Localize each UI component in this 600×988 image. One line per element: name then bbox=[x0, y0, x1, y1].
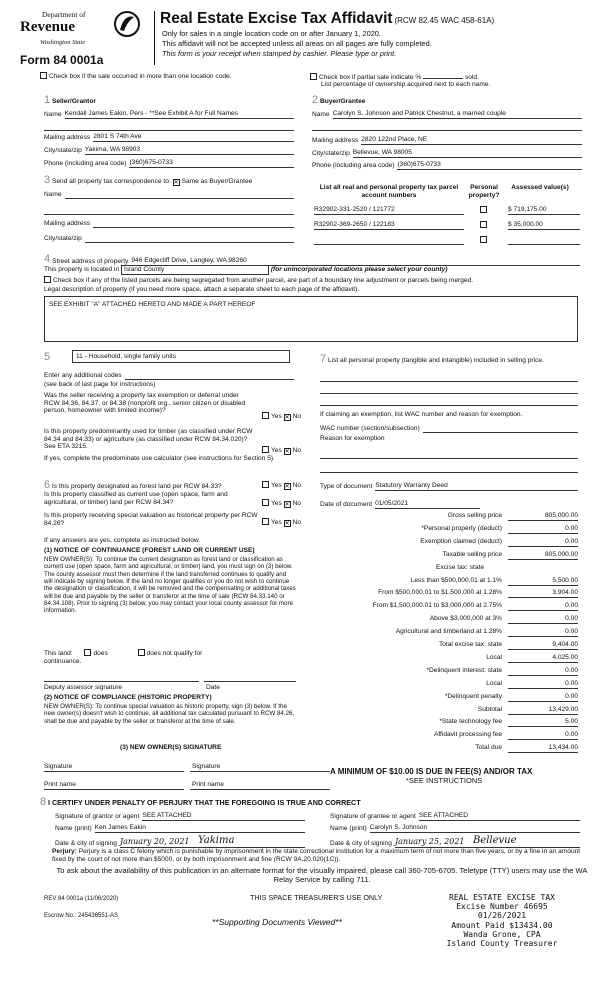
print-name-line-2[interactable] bbox=[190, 789, 330, 790]
tax-row-value[interactable]: 13,434.00 bbox=[508, 744, 578, 753]
tax-row bbox=[320, 718, 578, 727]
seller-heading bbox=[44, 94, 96, 107]
doc-type[interactable]: Statutory Warranty Deed bbox=[375, 482, 578, 491]
tax-row-label: Excise tax: state bbox=[435, 563, 484, 571]
does-not-label: does not qualify for bbox=[146, 650, 203, 657]
tax-row-value[interactable]: 5,500.00 bbox=[508, 577, 578, 586]
tax-row-label: Gross selling price bbox=[447, 512, 502, 519]
buyer-mailing-label: Mailing address bbox=[312, 137, 359, 144]
tax-row-value[interactable]: 9,404.00 bbox=[508, 641, 578, 650]
stamp-line: REAL ESTATE EXCISE TAX bbox=[449, 893, 555, 902]
tax-row bbox=[320, 706, 578, 715]
buyer-name-line2[interactable] bbox=[312, 130, 582, 131]
exemption-no-checkbox[interactable] bbox=[284, 414, 291, 421]
personal-property-checkbox-cell bbox=[464, 221, 504, 230]
tax-row-value[interactable]: 0.00 bbox=[508, 602, 578, 611]
buyer-phone-label: Phone (including area code) bbox=[312, 162, 395, 169]
print-name-label: Print name bbox=[192, 781, 224, 788]
street-row bbox=[44, 253, 580, 266]
does-label: does bbox=[93, 650, 108, 657]
dept-line2: Revenue bbox=[20, 19, 75, 35]
tax-row-value[interactable]: 4,025.00 bbox=[508, 654, 578, 663]
assessed-value[interactable]: $ 719,175.00 bbox=[508, 206, 580, 215]
wac-field[interactable] bbox=[423, 425, 578, 433]
parcel-col1-header: List all real and personal property tax parcel account numbers bbox=[319, 184, 459, 199]
form-number: Form 84 0001a bbox=[20, 53, 104, 67]
does-not-checkbox[interactable] bbox=[138, 649, 145, 656]
grantor-date-label: Date & city of signing bbox=[55, 839, 117, 847]
tax-row bbox=[320, 731, 578, 740]
section3-send bbox=[44, 174, 252, 187]
tax-row-value[interactable]: 805,000.00 bbox=[508, 512, 578, 521]
section3-num: 3 bbox=[44, 174, 51, 186]
buyer-city-row bbox=[312, 149, 582, 158]
does-checkbox[interactable] bbox=[84, 649, 91, 656]
grantee-date-row bbox=[330, 835, 580, 848]
section3-send-label: Send all property tax correspondence to: bbox=[51, 178, 171, 185]
section7-text bbox=[320, 353, 570, 366]
tax-row-value[interactable]: 13,429.00 bbox=[508, 706, 578, 715]
addl-codes-sub: (see back of last page for instructions) bbox=[44, 381, 156, 388]
section3-name-label: Name bbox=[44, 191, 62, 199]
reason-line-1[interactable] bbox=[320, 458, 578, 459]
tax-row bbox=[320, 615, 578, 624]
no-label: No bbox=[292, 500, 302, 507]
tax-row-value[interactable]: 3,904.00 bbox=[508, 589, 578, 598]
if-yes-note: If yes, complete the predominate use calculator (see instructions for Section 5). bbox=[44, 455, 275, 462]
grantee-signature[interactable]: SEE ATTACHED bbox=[419, 812, 580, 821]
addl-codes-label: Enter any additional codes bbox=[44, 372, 122, 380]
dor-logo bbox=[20, 10, 140, 52]
grantee-name-label: Name (print) bbox=[330, 825, 367, 832]
buyer-name-label: Name bbox=[312, 111, 330, 118]
section3-mailing[interactable] bbox=[93, 220, 294, 228]
tax-row-label: From $500,000.01 to $1,500,000 at 1.28% bbox=[378, 589, 502, 597]
doc-type-row bbox=[320, 482, 578, 491]
buyer-name[interactable]: Carolyn S. Johnson and Patrick Chestnut, a married couple bbox=[333, 110, 582, 119]
personal-property-checkbox[interactable] bbox=[480, 236, 487, 243]
same-as-buyer-checkbox[interactable] bbox=[173, 179, 180, 186]
forest-question bbox=[44, 479, 262, 492]
legal-description[interactable] bbox=[44, 296, 578, 342]
addl-codes-field[interactable] bbox=[125, 372, 294, 380]
rcw-ref: (RCW 82.45 WAC 458-61A) bbox=[394, 16, 495, 25]
grantee-name-row bbox=[330, 824, 580, 833]
seller-city[interactable]: Yakima, WA 98903 bbox=[85, 146, 294, 155]
buyer-section-num: 2 bbox=[312, 94, 319, 106]
buyer-mailing-row bbox=[312, 136, 582, 145]
buyer-phone-row bbox=[312, 161, 582, 170]
seller-mailing-row bbox=[44, 133, 294, 142]
seller-mailing-label: Mailing address bbox=[44, 134, 91, 141]
buyer-heading bbox=[312, 94, 365, 107]
section3-city[interactable] bbox=[85, 235, 294, 243]
use-code-select[interactable] bbox=[72, 350, 290, 363]
no-label: No bbox=[292, 482, 302, 489]
escrow-number: Escrow No.: 245436551-AS bbox=[44, 913, 119, 919]
historic-question: Is this property receiving special valuation as historical property per RCW 84.26? bbox=[44, 512, 258, 527]
parcel-col3-header: Assessed value(s) bbox=[511, 184, 569, 191]
partial-pct-field[interactable] bbox=[423, 72, 463, 79]
historic-yes-no bbox=[262, 518, 301, 527]
personal-property-checkbox-cell bbox=[464, 206, 504, 215]
exemption-yes-checkbox[interactable] bbox=[262, 412, 269, 419]
no-label: No bbox=[292, 519, 302, 526]
buyer-heading-label: Buyer/Grantee bbox=[319, 98, 366, 105]
tax-row bbox=[320, 551, 578, 560]
yes-label: Yes bbox=[271, 482, 282, 489]
minimum-note: A MINIMUM OF $10.00 IS DUE IN FEE(S) AND/OR TAX bbox=[330, 767, 533, 776]
dept-line3: Washington State bbox=[40, 39, 86, 46]
addl-codes-row bbox=[44, 372, 294, 380]
seller-phone[interactable]: (360)675-0733 bbox=[129, 159, 294, 168]
tax-row-label: Exemption claimed (deduct) bbox=[420, 537, 502, 545]
seller-city-label: City/state/zip bbox=[44, 147, 82, 154]
notice2-text: NEW OWNER(S): To continue special valuation as historic property, sign (3) below. If the new owner(s) doesn't wish to continue, all additional tax calculated pursuant to RCW 84.26, shall be due and payable by the seller or transferor at the time of sale. bbox=[44, 703, 295, 725]
grantor-date[interactable]: January 20, 2021 bbox=[120, 837, 198, 847]
forest-no-checkbox[interactable] bbox=[284, 483, 291, 490]
tax-row-label: *State technology fee bbox=[439, 718, 502, 726]
buyer-city-label: City/state/zip bbox=[312, 150, 350, 157]
deputy-signature-label: Deputy assessor signature bbox=[44, 684, 123, 691]
section3-city-label: City/state/zip bbox=[44, 235, 82, 243]
partial-sale-label: Check box if partial sale indicate % bbox=[319, 74, 422, 81]
buyer-mailing[interactable]: 2820 122nd Place, NE bbox=[361, 136, 582, 145]
stamp-line: Amount Paid $13434.00 bbox=[451, 920, 553, 930]
no-label: No bbox=[292, 447, 302, 454]
tax-row-label: Subtotal bbox=[477, 705, 502, 713]
segregated-check bbox=[44, 276, 584, 285]
tax-row-value[interactable]: 0.00 bbox=[508, 693, 578, 702]
header-note2: This affidavit will not be accepted unless all areas on all pages are fully completed. bbox=[162, 39, 432, 48]
seller-name-row bbox=[44, 110, 294, 119]
perjury-label: Perjury: bbox=[52, 848, 77, 855]
seller-phone-label: Phone (including area code) bbox=[44, 160, 127, 167]
current-use-no-checkbox[interactable] bbox=[284, 501, 291, 508]
tax-row bbox=[320, 602, 578, 611]
notice1-text: NEW OWNER(S): To continue the current designation as forest land or classification as current use (open space, farm and agricultural, or timber) land, you must sign on (3) below. The county assessor must then determine if the land transferred continues to qualify and will indicate by signing below. If the land no longer qualifies or you do not wish to continue the designation or classification, it will be removed and the compensating or additional taxes will be due and payable by the seller or transferor at the time of sale (RCW 84.33.140 or 84.34.108). Prior to signing (3) below, you may contact your local county assessor for more information. bbox=[44, 556, 296, 615]
perjury-text: Perjury is a class C felony which is punishable by imprisonment in the state correctional institution for a maximum term of not more than five years, or by a fine in an amount fixed by the court of not more than $5000, or by both imprisonment and fine (RCW 9A.20.020(1C)). bbox=[52, 848, 581, 863]
deputy-signature-line[interactable] bbox=[44, 681, 199, 682]
yes-label: Yes bbox=[271, 447, 282, 454]
section3-name-line2[interactable] bbox=[44, 214, 294, 215]
tax-row-label: Taxable selling price bbox=[442, 550, 502, 558]
wac-row bbox=[320, 425, 578, 433]
buyer-city[interactable]: Bellevue, WA 98005 bbox=[353, 149, 582, 158]
new-owner-signature-title: (3) NEW OWNER(S) SIGNATURE bbox=[120, 744, 222, 751]
timber-yes-no bbox=[262, 446, 301, 455]
use-code-value: 11 - Household, single family units bbox=[76, 353, 176, 360]
section7-label: List all personal property (tangible and intangible) included in selling price. bbox=[327, 357, 544, 364]
seller-phone-row bbox=[44, 159, 294, 168]
rev-number: REV 84 0001a (11/06/2020) bbox=[44, 896, 119, 902]
tax-row bbox=[320, 589, 578, 598]
located-label: This property is located in bbox=[44, 266, 120, 273]
see-instructions: *SEE INSTRUCTIONS bbox=[406, 776, 483, 785]
stamp-line: Wanda Grone, CPA bbox=[463, 929, 541, 939]
assessed-value[interactable] bbox=[508, 236, 580, 245]
deputy-date-line[interactable] bbox=[204, 681, 296, 682]
tax-row-value[interactable]: 0.00 bbox=[508, 525, 578, 534]
personal-property-checkbox[interactable] bbox=[480, 221, 487, 228]
section3-name-row bbox=[44, 191, 294, 199]
tax-row-label: Total excise tax: state bbox=[438, 641, 502, 648]
header-note3: This form is your receipt when stamped by cashier. Please type or print. bbox=[162, 49, 397, 58]
grantor-name-label: Name (print) bbox=[55, 825, 92, 832]
partial-sale-checkbox[interactable] bbox=[310, 73, 317, 80]
grantor-signature[interactable]: SEE ATTACHED bbox=[142, 812, 305, 821]
owner-signature-line-1[interactable] bbox=[44, 771, 184, 772]
reason-label: Reason for exemption bbox=[320, 435, 385, 442]
stamp-line: 01/26/2021 bbox=[477, 911, 527, 921]
multi-location-check bbox=[40, 72, 232, 81]
tax-row bbox=[320, 577, 578, 586]
grantee-date[interactable]: January 25, 2021 bbox=[395, 837, 473, 847]
seller-mailing[interactable]: 2801 S 74th Ave bbox=[93, 133, 294, 142]
section6-num: 6 bbox=[44, 479, 51, 491]
notice1-title: (1) NOTICE OF CONTINUANCE (FOREST LAND OR CURRENT USE) bbox=[44, 547, 255, 554]
located-row bbox=[44, 265, 447, 275]
multi-location-checkbox[interactable] bbox=[40, 72, 47, 79]
forest-yes-checkbox[interactable] bbox=[262, 481, 269, 488]
tax-row-label: Agricultural and timberland at 1.28% bbox=[395, 628, 502, 636]
seller-name-label: Name bbox=[44, 111, 62, 118]
exemption-question: Was the seller receiving a property tax exemption or deferral under RCW 84.36, 84.37, or 84.38 (nonprofit org., senior citizen or disabled person, homeowner with limited income)? bbox=[44, 392, 246, 415]
header-divider bbox=[154, 11, 155, 65]
certify-text: I CERTIFY UNDER PENALTY OF PERJURY THAT THE FOREGOING IS TRUE AND CORRECT bbox=[47, 798, 361, 807]
tax-row bbox=[320, 744, 578, 753]
tax-row bbox=[320, 654, 578, 663]
personal-property-line-2[interactable] bbox=[320, 393, 578, 394]
personal-property-line-1[interactable] bbox=[320, 381, 578, 382]
availability-note: To ask about the availability of this publication in an alternate format for the visually impaired, please call 360-705-6705. Teletype (TTY) users may use the WA Relay Service by calling 711. bbox=[56, 866, 588, 884]
parcel-number[interactable]: R32902-331-2520 / 121772 bbox=[314, 206, 464, 215]
doc-date-row bbox=[320, 500, 480, 509]
section7-num: 7 bbox=[320, 353, 327, 365]
multi-location-label: Check box if the sale occurred in more than one location code. bbox=[49, 73, 232, 80]
owner-signature-line-2[interactable] bbox=[190, 771, 330, 772]
tax-row-value[interactable]: 0.00 bbox=[508, 628, 578, 637]
grantor-name[interactable]: Ken James Eakin bbox=[95, 824, 305, 833]
tax-row-label: Affidavit processing fee bbox=[433, 731, 502, 739]
exemption-yes-no bbox=[262, 412, 301, 421]
signature-label: Signature bbox=[192, 763, 221, 770]
sold-label: sold. bbox=[464, 74, 479, 81]
tax-row bbox=[320, 564, 578, 573]
personal-property-line-3[interactable] bbox=[320, 405, 578, 406]
seller-name-line2[interactable] bbox=[44, 130, 294, 131]
tax-row bbox=[320, 680, 578, 689]
parcel-row bbox=[314, 221, 580, 230]
reason-line-2[interactable] bbox=[320, 472, 578, 473]
doc-date-label: Date of document bbox=[320, 501, 373, 508]
section3-mailing-label: Mailing address bbox=[44, 220, 91, 228]
this-land-row bbox=[44, 649, 202, 658]
tax-row-value[interactable]: 0.00 bbox=[508, 731, 578, 740]
tax-row bbox=[320, 538, 578, 547]
doc-date[interactable]: 01/05/2021 bbox=[375, 500, 480, 509]
forest-yes-no bbox=[262, 481, 301, 490]
grantee-date-label: Date & city of signing bbox=[330, 839, 392, 847]
forest-question-text: Is this property designated as forest land per RCW 84.33? bbox=[51, 483, 222, 490]
section5-num: 5 bbox=[44, 351, 51, 363]
revenue-emblem-icon bbox=[114, 10, 140, 38]
perjury-note bbox=[52, 848, 586, 863]
no-label: No bbox=[292, 413, 302, 420]
page-title-row bbox=[160, 10, 494, 28]
personal-property-checkbox[interactable] bbox=[480, 206, 487, 213]
continuance-label: continuance. bbox=[44, 658, 82, 665]
section3-mailing-row bbox=[44, 220, 294, 228]
tax-row bbox=[320, 641, 578, 650]
segregated-checkbox[interactable] bbox=[44, 276, 51, 283]
tax-row bbox=[320, 628, 578, 637]
tax-row bbox=[320, 667, 578, 676]
section3-city-row bbox=[44, 235, 294, 243]
segregated-label: Check box if any of the listed parcels are being segregated from another parcel, are part of a boundary line adjustment or parcels being merged. bbox=[53, 277, 474, 284]
parcel-number[interactable] bbox=[314, 236, 464, 245]
assessed-value[interactable]: $ 35,000.00 bbox=[508, 221, 580, 230]
supporting-documents: **Supporting Documents Viewed** bbox=[212, 917, 342, 927]
seller-section-num: 1 bbox=[44, 94, 51, 106]
dept-line1: Department of bbox=[42, 10, 86, 19]
buyer-phone[interactable]: (360)675-0733 bbox=[397, 161, 582, 170]
treasurer-note: THIS SPACE TREASURER'S USE ONLY bbox=[250, 893, 383, 902]
tax-row-value[interactable]: 0.00 bbox=[508, 615, 578, 624]
page-title: Real Estate Excise Tax Affidavit bbox=[160, 10, 393, 27]
street-address[interactable]: 946 Edgecliff Drive, Langley, WA 98260 bbox=[131, 257, 580, 266]
parcel-row bbox=[314, 206, 580, 215]
same-as-buyer-label: Same as Buyer/Grantee bbox=[181, 178, 253, 185]
historic-no-checkbox[interactable] bbox=[284, 520, 291, 527]
tax-row bbox=[320, 693, 578, 702]
print-name-line-1[interactable] bbox=[44, 789, 184, 790]
tax-row bbox=[320, 512, 578, 521]
parcel-col2-header: Personal property? bbox=[468, 184, 500, 199]
yes-label: Yes bbox=[271, 519, 282, 526]
unincorporated-note: (for unincorporated locations please select your county) bbox=[270, 266, 448, 273]
print-name-label: Print name bbox=[44, 781, 76, 788]
grantee-sig-label: Signature of grantee or agent bbox=[330, 813, 416, 820]
tax-row-label: Local bbox=[486, 679, 502, 687]
section3-name[interactable] bbox=[65, 191, 294, 199]
personal-property-checkbox-cell bbox=[464, 236, 504, 245]
timber-yes-checkbox[interactable] bbox=[262, 446, 269, 453]
grantor-sig-row bbox=[55, 812, 305, 821]
timber-question: Is this property predominantly used for timber (as classified under RCW 84.34 and 84.33) or agriculture (as classified under RCW 84.34.020)? See ETA 3215. bbox=[44, 428, 253, 451]
grantor-date-row bbox=[55, 835, 305, 848]
legal-description-text: SEE EXHIBIT "A" ATTACHED HERETO AND MADE A PART HEREOF bbox=[49, 301, 256, 308]
tax-row-value[interactable]: 5.00 bbox=[508, 718, 578, 727]
grantee-city[interactable]: Bellevue bbox=[473, 835, 580, 848]
parcel-number[interactable]: R32902-369-2650 / 122183 bbox=[314, 221, 464, 230]
section8-num: 8 bbox=[40, 796, 47, 808]
notice2-title: (2) NOTICE OF COMPLIANCE (HISTORIC PROPERTY) bbox=[44, 694, 212, 701]
seller-name[interactable]: Kendall James Eakin, Pers - **See Exhibit A for Full Names bbox=[65, 110, 294, 119]
current-use-yes-checkbox[interactable] bbox=[262, 499, 269, 506]
grantor-city[interactable]: Yakima bbox=[198, 835, 305, 848]
treasurer-stamp bbox=[432, 893, 572, 948]
signature-label: Signature bbox=[44, 763, 73, 770]
tax-row-label: *Personal property (deduct) bbox=[421, 524, 502, 532]
yes-label: Yes bbox=[271, 500, 282, 507]
tax-row-label: Above $3,000,000 at 3% bbox=[429, 615, 502, 623]
list-pct-note: List percentage of ownership acquired next to each name. bbox=[321, 81, 491, 88]
county-select[interactable]: Island County bbox=[121, 265, 269, 275]
exemption-label: If claiming an exemption, list WAC number and reason for exemption. bbox=[320, 411, 523, 418]
tax-row-label: Local bbox=[486, 653, 502, 661]
tax-row-value[interactable] bbox=[490, 564, 578, 573]
grantee-sig-row bbox=[330, 812, 580, 821]
wac-label: WAC number (section/subsection) bbox=[320, 425, 420, 433]
section8-certify bbox=[40, 796, 361, 809]
street-label: Street address of property bbox=[52, 258, 129, 266]
tax-row-value[interactable]: 0.00 bbox=[508, 538, 578, 547]
yes-label: Yes bbox=[271, 413, 282, 420]
tax-row-label: Total due bbox=[475, 744, 502, 752]
stamp-line: Island County Treasurer bbox=[446, 938, 558, 948]
tax-row-value[interactable]: 0.00 bbox=[508, 667, 578, 676]
header-note1: Only for sales in a single location code on or after January 1, 2020. bbox=[162, 29, 381, 38]
tax-row bbox=[320, 525, 578, 534]
doc-type-label: Type of document bbox=[320, 483, 373, 490]
seller-heading-label: Seller/Grantor bbox=[51, 98, 96, 105]
tax-row-value[interactable]: 0.00 bbox=[508, 680, 578, 689]
tax-row-value[interactable]: 805,000.00 bbox=[508, 551, 578, 560]
parcel-row bbox=[314, 236, 580, 245]
section4-num: 4 bbox=[44, 253, 51, 265]
tax-row-label: From $1,500,000.01 to $3,000,000 at 2.75% bbox=[372, 602, 502, 610]
legal-label: Legal description of property (if you need more space, attach a separate sheet to each page of the affidavit). bbox=[44, 286, 360, 293]
grantor-name-row bbox=[55, 824, 305, 833]
this-land-label: This land: bbox=[44, 650, 73, 657]
buyer-name-row bbox=[312, 110, 582, 119]
seller-city-row bbox=[44, 146, 294, 155]
tax-row-label: Less than $500,000.01 at 1.1% bbox=[410, 576, 502, 584]
deputy-date-label: Date bbox=[206, 684, 220, 691]
grantee-name[interactable]: Carolyn S. Johnson bbox=[370, 824, 580, 833]
timber-no-checkbox[interactable] bbox=[284, 448, 291, 455]
grantor-sig-label: Signature of grantor or agent bbox=[55, 813, 140, 820]
current-use-question: Is this property classified as current use (open space, farm and agricultural, or timber) land per RCW 84.34? bbox=[44, 491, 228, 506]
tax-row-label: *Delinquent interest: state bbox=[426, 666, 502, 674]
stamp-line: Excise Number 46695 bbox=[456, 902, 548, 912]
historic-yes-checkbox[interactable] bbox=[262, 518, 269, 525]
current-use-yes-no bbox=[262, 499, 301, 508]
tax-row-label: *Delinquent penalty bbox=[444, 692, 502, 700]
if-any-note: If any answers are yes, complete as instructed below. bbox=[44, 537, 201, 544]
